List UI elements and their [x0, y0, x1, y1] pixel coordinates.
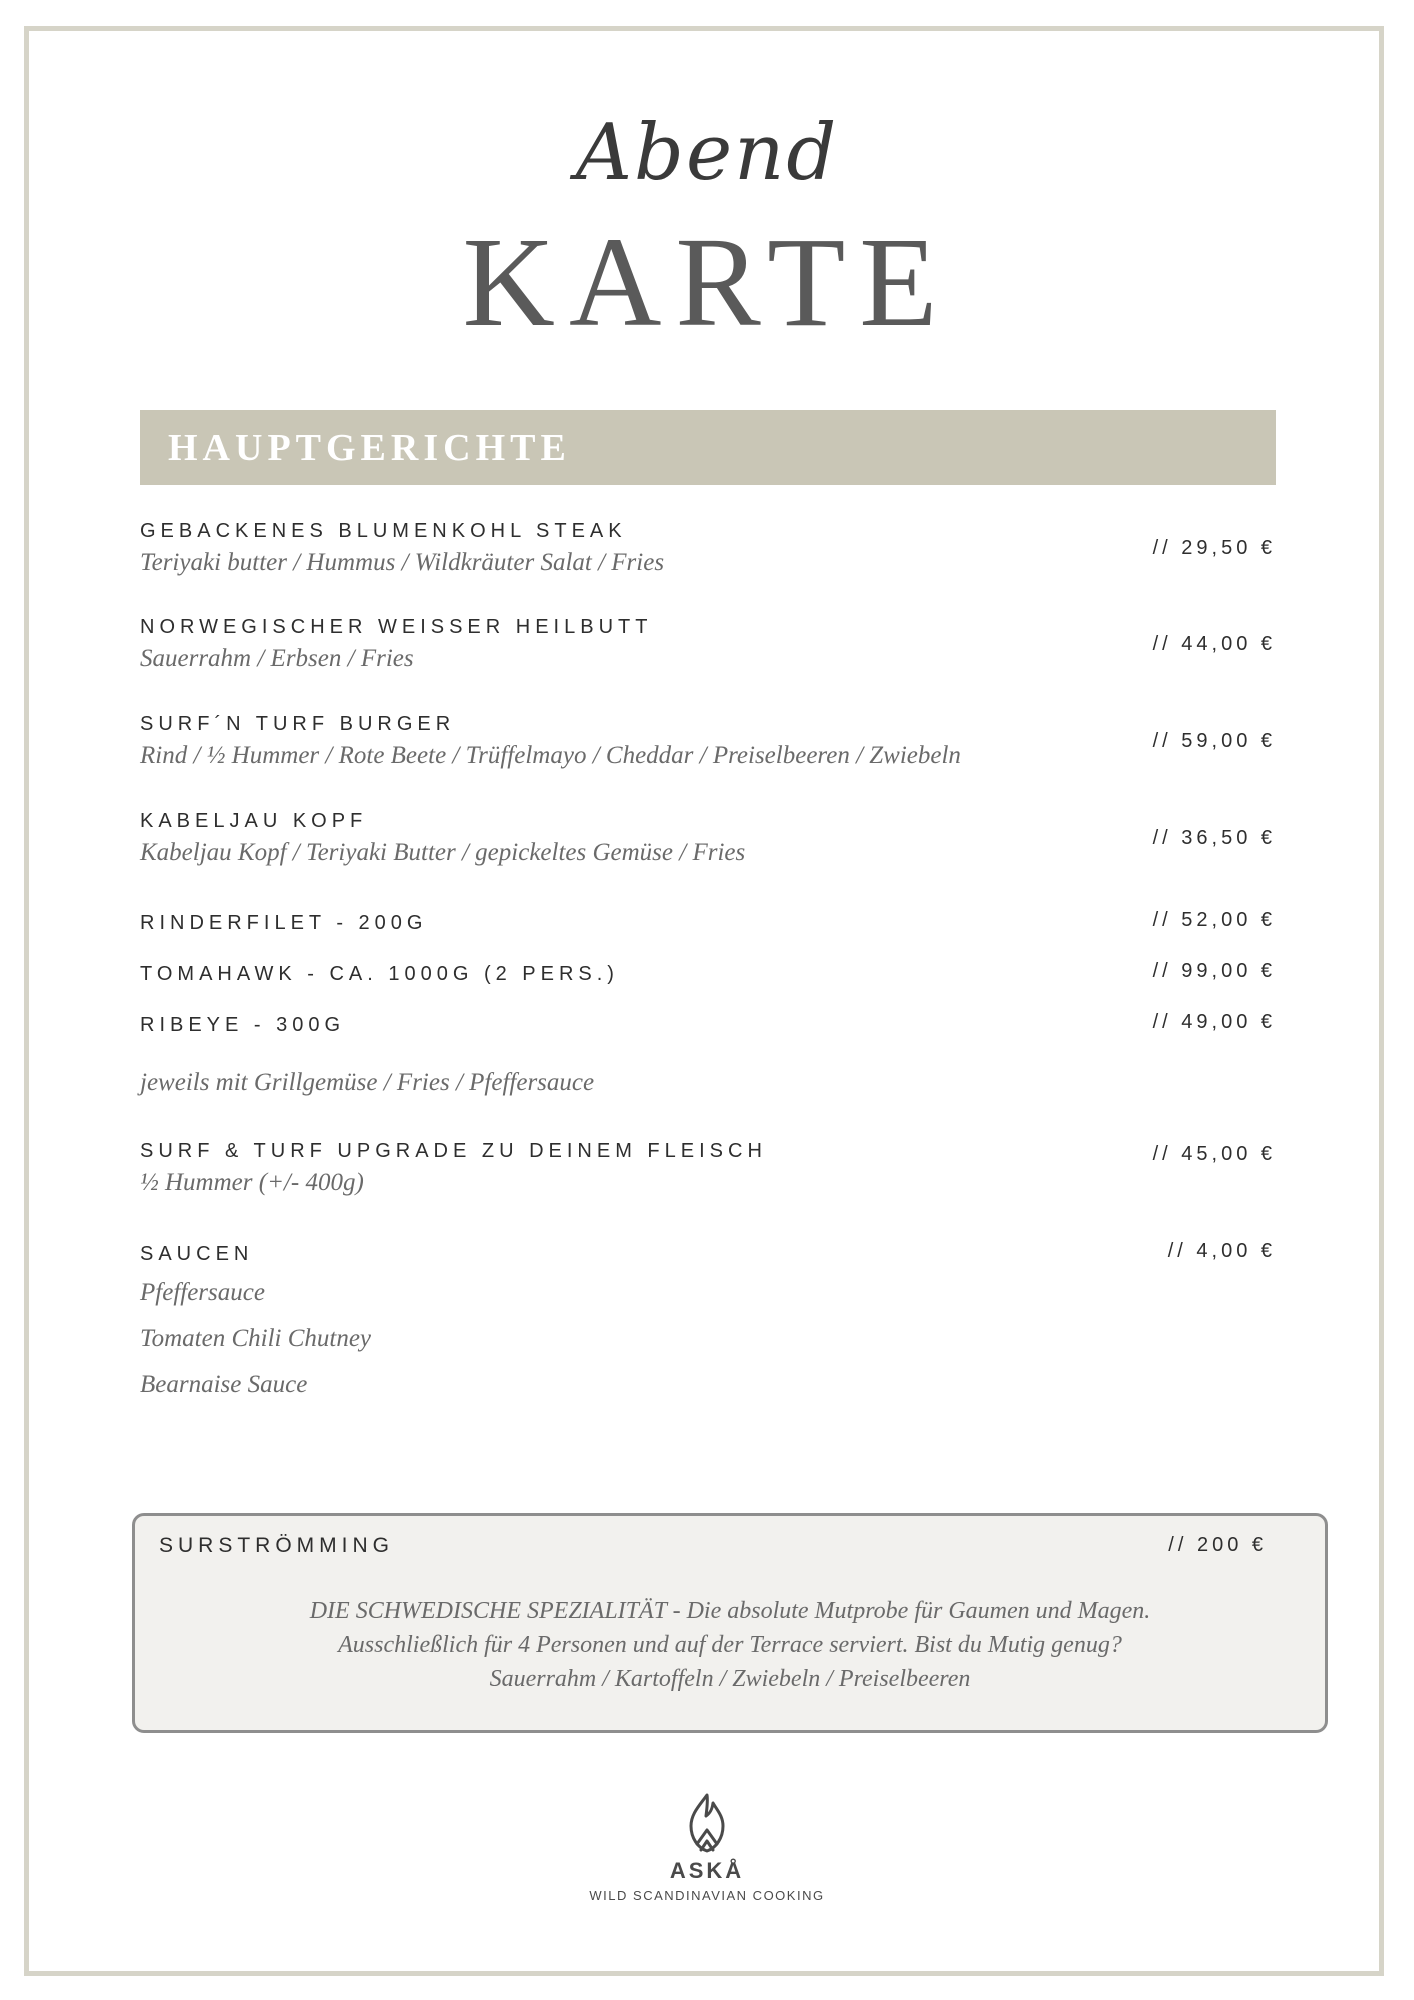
special-box [132, 1513, 1328, 1733]
meat-note: jeweils mit Grillgemüse / Fries / Pfeffersauce [140, 1069, 595, 1096]
special-line: Ausschließlich für 4 Personen und auf der Terrace serviert. Bist du Mutig genug? [338, 1632, 1122, 1658]
script-title: Abend [575, 108, 839, 198]
brand-logo [0, 1792, 1414, 1903]
item-price: // 49,00 € [1152, 1011, 1276, 1033]
item-description: Rind / ½ Hummer / Rote Beete / Trüffelmayo / Cheddar / Preiselbeeren / Zwiebeln [140, 742, 961, 769]
menu-item [140, 807, 1276, 869]
menu-item-sauces [140, 1240, 1276, 1268]
sauce-option: Pfeffersauce [140, 1279, 265, 1306]
brand-name: ASKÅ [669, 1858, 745, 1883]
item-name: GEBACKENES BLUMENKOHL STEAK [140, 520, 627, 542]
flame-icon [679, 1792, 735, 1854]
menu-item [140, 1011, 1276, 1039]
brand-tagline: WILD SCANDINAVIAN COOKING [589, 1888, 825, 1903]
item-name: KABELJAU KOPF [140, 810, 368, 832]
item-price: // 44,00 € [1152, 633, 1276, 655]
menu-item [140, 613, 1276, 675]
item-price: // 36,50 € [1152, 827, 1276, 849]
item-name: NORWEGISCHER WEISSER HEILBUTT [140, 616, 653, 638]
item-name: RINDERFILET - 200G [140, 912, 428, 934]
item-name: SAUCEN [140, 1243, 254, 1265]
item-name: SURF & TURF UPGRADE ZU DEINEM FLEISCH [140, 1140, 767, 1162]
item-name: SURF´N TURF BURGER [140, 713, 456, 735]
item-price: // 59,00 € [1152, 730, 1276, 752]
item-price: // 99,00 € [1152, 960, 1276, 982]
special-price: // 200 € [1168, 1534, 1267, 1556]
item-name: TOMAHAWK - CA. 1000G (2 PERS.) [140, 963, 619, 985]
sauce-option: Bearnaise Sauce [140, 1371, 308, 1398]
menu-item [140, 960, 1276, 988]
item-price: // 45,00 € [1152, 1143, 1276, 1165]
main-title: KARTE [462, 211, 952, 353]
item-name: RIBEYE - 300G [140, 1014, 346, 1036]
item-description: ½ Hummer (+/- 400g) [140, 1169, 364, 1196]
special-name: SURSTRÖMMING [159, 1534, 394, 1557]
item-price: // 52,00 € [1152, 909, 1276, 931]
item-description: Sauerrahm / Erbsen / Fries [140, 645, 414, 672]
menu-item [140, 517, 1276, 579]
item-price: // 29,50 € [1152, 537, 1276, 559]
section-title: HAUPTGERICHTE [168, 426, 571, 469]
item-price: // 4,00 € [1167, 1240, 1276, 1262]
menu-item-upgrade [140, 1137, 1276, 1199]
menu-item [140, 710, 1276, 772]
item-description: Teriyaki butter / Hummus / Wildkräuter Salat / Fries [140, 549, 665, 576]
menu-item [140, 909, 1276, 937]
special-description [135, 1594, 1325, 1696]
section-header [140, 410, 1276, 485]
sauce-option: Tomaten Chili Chutney [140, 1325, 372, 1352]
special-line: DIE SCHWEDISCHE SPEZIALITÄT - Die absolute Mutprobe für Gaumen und Magen. [309, 1598, 1151, 1624]
item-description: Kabeljau Kopf / Teriyaki Butter / gepickeltes Gemüse / Fries [140, 839, 746, 866]
special-line: Sauerrahm / Kartoffeln / Zwiebeln / Preiselbeeren [489, 1666, 971, 1692]
